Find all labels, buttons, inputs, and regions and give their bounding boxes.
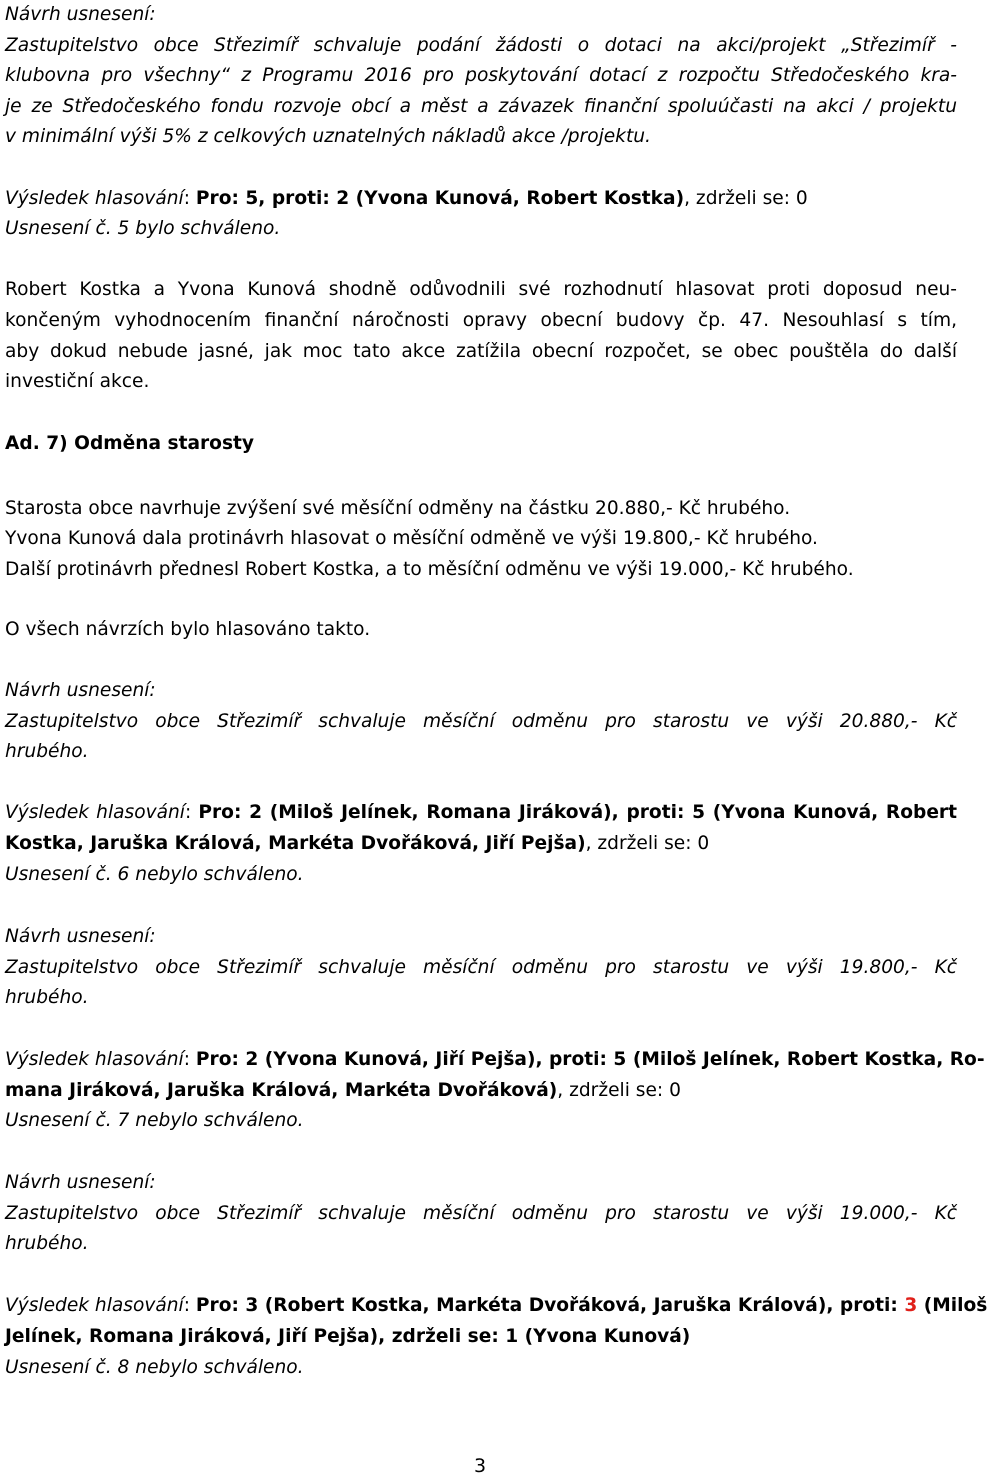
resolution-text-line: Zastupitelstvo obce Střezimíř schvaluje podání žádosti o dotaci na akci/projekt „Střezimíř - [5,35,957,56]
vote-result-label: Výsledek hlasování [5,802,185,823]
resolution-text-line: klubovna pro všechny“ z Programu 2016 pro poskytování dotací z rozpočtu Středočeského kra- [5,65,957,86]
resolution-outcome: Usnesení č. 5 bylo schváleno. [5,218,281,239]
comment-line: končeným vyhodnocením finanční náročnosti opravy obecní budovy čp. 47. Nesouhlasí s tím, [5,310,957,331]
comment-line: Robert Kostka a Yvona Kunová shodně odůvodnili své rozhodnutí hlasovat proti doposud neu- [5,279,957,300]
resolution-text-line: hrubého. [5,1233,89,1254]
vote-result [5,798,957,828]
vote-result-label: Výsledek hlasování [5,1295,184,1316]
comment-line: investiční akce. [5,371,150,392]
vote-result-cont: Jelínek, Romana Jiráková, Jiří Pejša), zdrželi se: 1 (Yvona Kunová) [5,1326,691,1347]
resolution-outcome: Usnesení č. 7 nebylo schváleno. [5,1110,304,1131]
vote-result-counts: Pro: 5, proti: 2 (Yvona Kunová, Robert Kostka) [195,188,685,209]
resolution-text-line: v minimální výši 5% z celkových uznatelných nákladů akce /projektu. [5,126,651,147]
resolution-text-line: Zastupitelstvo obce Střezimíř schvaluje měsíční odměnu pro starostu ve výši 20.880,- Kč [5,711,957,732]
section-heading: Ad. 7) Odměna starosty [5,433,255,454]
vote-result-label: Výsledek hlasování [5,188,184,209]
vote-result-counts: Kostka, Jaruška Králová, Markéta Dvořáková, Jiří Pejša) [5,833,586,854]
resolution-outcome: Usnesení č. 6 nebylo schváleno. [5,864,304,885]
resolution-text-line: Zastupitelstvo obce Střezimíř schvaluje měsíční odměnu pro starostu ve výši 19.000,- Kč [5,1203,957,1224]
vote-result-counts: Pro: 2 (Miloš Jelínek, Romana Jiráková), proti: 5 (Yvona Kunová, Robert [198,802,957,823]
vote-result-counts: (Miloš [917,1295,987,1316]
vote-result-counts: Pro: 2 (Yvona Kunová, Jiří Pejša), proti: 5 (Miloš Jelínek, Robert Kostka, Ro- [195,1049,985,1070]
vote-result-label: Výsledek hlasování [5,1049,184,1070]
vote-result [5,1291,987,1321]
proposal-line: Starosta obce navrhuje zvýšení své měsíční odměny na částku 20.880,- Kč hrubého. [5,498,791,519]
comment-line: aby dokud nebude jasné, jak moc tato akce zatížila obecní rozpočet, se obec pouštěla do další [5,341,957,362]
vote-result-cont [5,829,709,859]
proposal-line: Další protinávrh přednesl Robert Kostka, a to měsíční odměnu ve výši 19.000,- Kč hrubého. [5,559,854,580]
vote-abstain: , zdrželi se: 0 [585,833,710,854]
vote-abstain: , zdrželi se: 0 [684,188,808,209]
vote-result [5,184,808,214]
vote-result [5,1045,985,1075]
vote-result-colon: : [183,1295,196,1316]
vote-result-colon: : [183,188,196,209]
vote-abstain: , zdrželi se: 0 [557,1080,681,1101]
vote-note: O všech návrzích bylo hlasováno takto. [5,619,371,640]
navrh-usneseni-label: Návrh usnesení: [5,926,156,947]
navrh-usneseni-label: Návrh usnesení: [5,680,156,701]
resolution-text-line: hrubého. [5,741,89,762]
vote-against-count: 3 [904,1295,918,1316]
resolution-text-line: je ze Středočeského fondu rozvoje obcí a měst a závazek finanční spoluúčasti na akci / projektu [5,96,957,117]
vote-result-cont [5,1076,681,1106]
vote-result-counts: Pro: 3 (Robert Kostka, Markéta Dvořáková, Jaruška Králová), proti: [195,1295,905,1316]
resolution-outcome: Usnesení č. 8 nebylo schváleno. [5,1357,304,1378]
resolution-text-line: Zastupitelstvo obce Střezimíř schvaluje měsíční odměnu pro starostu ve výši 19.800,- Kč [5,957,957,978]
navrh-usneseni-label: Návrh usnesení: [5,4,156,25]
proposal-line: Yvona Kunová dala protinávrh hlasovat o měsíční odměně ve výši 19.800,- Kč hrubého. [5,528,818,549]
vote-result-colon: : [183,1049,196,1070]
resolution-text-line: hrubého. [5,987,89,1008]
vote-result-counts: mana Jiráková, Jaruška Králová, Markéta Dvořáková) [5,1080,558,1101]
navrh-usneseni-label: Návrh usnesení: [5,1172,156,1193]
page-number: 3 [473,1455,487,1477]
vote-result-colon: : [184,802,199,823]
